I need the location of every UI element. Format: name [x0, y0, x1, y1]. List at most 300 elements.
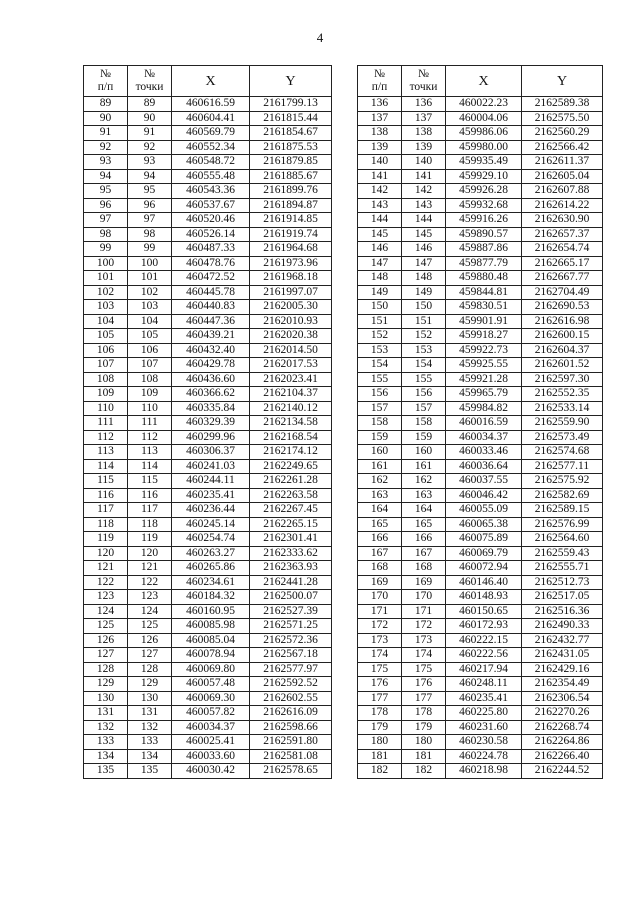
cell-row-number: 126 — [84, 633, 128, 648]
table-row — [84, 155, 332, 170]
cell-point-number: 179 — [402, 720, 446, 735]
cell-row-number: 96 — [84, 198, 128, 213]
cell-row-number: 174 — [358, 648, 402, 663]
cell-point-number: 147 — [402, 256, 446, 271]
table-row — [358, 416, 603, 431]
cell-row-number: 93 — [84, 155, 128, 170]
cell-point-number: 111 — [128, 416, 172, 431]
header-row-number: № п/п — [358, 66, 402, 97]
cell-row-number: 90 — [84, 111, 128, 126]
cell-y: 2162560.29 — [522, 126, 603, 141]
cell-point-number: 96 — [128, 198, 172, 213]
table-row — [84, 604, 332, 619]
cell-x: 459935.49 — [446, 155, 522, 170]
cell-row-number: 145 — [358, 227, 402, 242]
table-row — [84, 546, 332, 561]
cell-row-number: 109 — [84, 387, 128, 402]
cell-point-number: 95 — [128, 184, 172, 199]
cell-point-number: 114 — [128, 459, 172, 474]
cell-y: 2162301.41 — [250, 532, 332, 547]
cell-row-number: 114 — [84, 459, 128, 474]
cell-y: 2162654.74 — [522, 242, 603, 257]
cell-row-number: 106 — [84, 343, 128, 358]
cell-row-number: 97 — [84, 213, 128, 228]
cell-point-number: 110 — [128, 401, 172, 416]
cell-row-number: 102 — [84, 285, 128, 300]
cell-row-number: 133 — [84, 735, 128, 750]
cell-y: 2162527.39 — [250, 604, 332, 619]
cell-x: 459929.10 — [446, 169, 522, 184]
cell-point-number: 126 — [128, 633, 172, 648]
cell-point-number: 97 — [128, 213, 172, 228]
cell-point-number: 180 — [402, 735, 446, 750]
cell-y: 2161879.85 — [250, 155, 332, 170]
cell-x: 460222.15 — [446, 633, 522, 648]
cell-point-number: 136 — [402, 97, 446, 112]
cell-x: 459887.86 — [446, 242, 522, 257]
header-x: X — [172, 66, 250, 97]
cell-y: 2162104.37 — [250, 387, 332, 402]
cell-x: 459926.28 — [446, 184, 522, 199]
cell-x: 460160.95 — [172, 604, 250, 619]
table-row — [84, 459, 332, 474]
table-row — [84, 271, 332, 286]
cell-row-number: 107 — [84, 358, 128, 373]
cell-x: 459921.28 — [446, 372, 522, 387]
cell-x: 460487.33 — [172, 242, 250, 257]
cell-x: 460552.34 — [172, 140, 250, 155]
table-row — [84, 503, 332, 518]
cell-row-number: 157 — [358, 401, 402, 416]
cell-point-number: 94 — [128, 169, 172, 184]
cell-x: 460248.11 — [446, 677, 522, 692]
cell-row-number: 118 — [84, 517, 128, 532]
cell-x: 460148.93 — [446, 590, 522, 605]
cell-point-number: 151 — [402, 314, 446, 329]
cell-y: 2162333.62 — [250, 546, 332, 561]
table-row — [84, 169, 332, 184]
cell-point-number: 92 — [128, 140, 172, 155]
cell-point-number: 143 — [402, 198, 446, 213]
table-row — [358, 111, 603, 126]
cell-x: 460146.40 — [446, 575, 522, 590]
table-row — [358, 662, 603, 677]
cell-row-number: 129 — [84, 677, 128, 692]
table-row — [84, 285, 332, 300]
cell-y: 2162616.09 — [250, 706, 332, 721]
cell-x: 460025.41 — [172, 735, 250, 750]
cell-y: 2162500.07 — [250, 590, 332, 605]
cell-y: 2162490.33 — [522, 619, 603, 634]
cell-point-number: 162 — [402, 474, 446, 489]
cell-y: 2162263.58 — [250, 488, 332, 503]
cell-y: 2162577.97 — [250, 662, 332, 677]
cell-row-number: 116 — [84, 488, 128, 503]
cell-row-number: 137 — [358, 111, 402, 126]
table-row — [84, 590, 332, 605]
cell-x: 460543.36 — [172, 184, 250, 199]
cell-y: 2162581.08 — [250, 749, 332, 764]
table-row — [84, 300, 332, 315]
cell-y: 2162597.30 — [522, 372, 603, 387]
cell-x: 459880.48 — [446, 271, 522, 286]
table-row — [358, 720, 603, 735]
cell-y: 2161799.13 — [250, 97, 332, 112]
cell-point-number: 133 — [128, 735, 172, 750]
table-row — [84, 720, 332, 735]
table-row — [358, 764, 603, 779]
cell-point-number: 140 — [402, 155, 446, 170]
cell-x: 460022.23 — [446, 97, 522, 112]
table-row — [84, 416, 332, 431]
header-x: X — [446, 66, 522, 97]
cell-point-number: 175 — [402, 662, 446, 677]
cell-y: 2161973.96 — [250, 256, 332, 271]
cell-x: 460222.56 — [446, 648, 522, 663]
cell-y: 2162261.28 — [250, 474, 332, 489]
table-header-row — [84, 66, 332, 97]
table-row — [84, 329, 332, 344]
table-row — [84, 575, 332, 590]
cell-y: 2162602.55 — [250, 691, 332, 706]
cell-row-number: 159 — [358, 430, 402, 445]
cell-row-number: 128 — [84, 662, 128, 677]
cell-row-number: 111 — [84, 416, 128, 431]
cell-x: 459986.06 — [446, 126, 522, 141]
cell-row-number: 103 — [84, 300, 128, 315]
table-row — [84, 184, 332, 199]
cell-x: 460078.94 — [172, 648, 250, 663]
cell-x: 460537.67 — [172, 198, 250, 213]
cell-point-number: 173 — [402, 633, 446, 648]
cell-point-number: 89 — [128, 97, 172, 112]
table-row — [358, 648, 603, 663]
cell-x: 460555.48 — [172, 169, 250, 184]
cell-row-number: 132 — [84, 720, 128, 735]
cell-row-number: 160 — [358, 445, 402, 460]
cell-x: 460604.41 — [172, 111, 250, 126]
table-row — [358, 155, 603, 170]
cell-point-number: 169 — [402, 575, 446, 590]
table-row — [358, 691, 603, 706]
table-row — [358, 445, 603, 460]
cell-point-number: 172 — [402, 619, 446, 634]
cell-x: 460085.98 — [172, 619, 250, 634]
cell-y: 2162014.50 — [250, 343, 332, 358]
cell-point-number: 122 — [128, 575, 172, 590]
header-row-number: № п/п — [84, 66, 128, 97]
table-row — [84, 706, 332, 721]
table-body-right — [358, 97, 603, 779]
cell-row-number: 105 — [84, 329, 128, 344]
cell-x: 460329.39 — [172, 416, 250, 431]
cell-x: 459844.81 — [446, 285, 522, 300]
cell-y: 2162577.11 — [522, 459, 603, 474]
cell-y: 2162363.93 — [250, 561, 332, 576]
table-row — [358, 198, 603, 213]
table-row — [358, 706, 603, 721]
cell-y: 2162017.53 — [250, 358, 332, 373]
table-row — [84, 372, 332, 387]
table-row — [84, 430, 332, 445]
cell-row-number: 100 — [84, 256, 128, 271]
cell-row-number: 163 — [358, 488, 402, 503]
table-row — [84, 401, 332, 416]
cell-x: 459916.26 — [446, 213, 522, 228]
cell-point-number: 174 — [402, 648, 446, 663]
table-row — [358, 213, 603, 228]
cell-x: 459984.82 — [446, 401, 522, 416]
table-row — [358, 285, 603, 300]
cell-y: 2162575.92 — [522, 474, 603, 489]
cell-y: 2162174.12 — [250, 445, 332, 460]
cell-y: 2162266.40 — [522, 749, 603, 764]
table-row — [358, 474, 603, 489]
cell-point-number: 127 — [128, 648, 172, 663]
cell-point-number: 129 — [128, 677, 172, 692]
cell-point-number: 113 — [128, 445, 172, 460]
cell-y: 2162591.80 — [250, 735, 332, 750]
cell-y: 2162270.26 — [522, 706, 603, 721]
coordinates-table-left — [83, 65, 332, 779]
cell-row-number: 136 — [358, 97, 402, 112]
cell-x: 459925.55 — [446, 358, 522, 373]
cell-x: 460366.62 — [172, 387, 250, 402]
cell-row-number: 127 — [84, 648, 128, 663]
table-row — [358, 735, 603, 750]
cell-y: 2162432.77 — [522, 633, 603, 648]
cell-y: 2162249.65 — [250, 459, 332, 474]
cell-x: 460085.04 — [172, 633, 250, 648]
cell-row-number: 134 — [84, 749, 128, 764]
cell-y: 2162605.04 — [522, 169, 603, 184]
cell-x: 460616.59 — [172, 97, 250, 112]
cell-point-number: 146 — [402, 242, 446, 257]
cell-y: 2162533.14 — [522, 401, 603, 416]
table-row — [358, 575, 603, 590]
cell-point-number: 145 — [402, 227, 446, 242]
table-row — [358, 604, 603, 619]
cell-x: 460439.21 — [172, 329, 250, 344]
cell-point-number: 124 — [128, 604, 172, 619]
cell-y: 2162306.54 — [522, 691, 603, 706]
cell-y: 2162578.65 — [250, 764, 332, 779]
cell-row-number: 119 — [84, 532, 128, 547]
cell-x: 460224.78 — [446, 749, 522, 764]
table-row — [358, 256, 603, 271]
cell-point-number: 105 — [128, 329, 172, 344]
cell-point-number: 118 — [128, 517, 172, 532]
cell-y: 2162607.88 — [522, 184, 603, 199]
cell-row-number: 167 — [358, 546, 402, 561]
cell-point-number: 125 — [128, 619, 172, 634]
cell-y: 2162010.93 — [250, 314, 332, 329]
table-row — [84, 445, 332, 460]
cell-point-number: 91 — [128, 126, 172, 141]
cell-row-number: 172 — [358, 619, 402, 634]
cell-row-number: 104 — [84, 314, 128, 329]
table-header-row — [358, 66, 603, 97]
cell-row-number: 175 — [358, 662, 402, 677]
cell-y: 2162023.41 — [250, 372, 332, 387]
cell-point-number: 134 — [128, 749, 172, 764]
cell-y: 2162630.90 — [522, 213, 603, 228]
cell-row-number: 139 — [358, 140, 402, 155]
cell-row-number: 182 — [358, 764, 402, 779]
cell-point-number: 164 — [402, 503, 446, 518]
cell-y: 2162516.36 — [522, 604, 603, 619]
cell-y: 2162441.28 — [250, 575, 332, 590]
cell-point-number: 103 — [128, 300, 172, 315]
cell-point-number: 116 — [128, 488, 172, 503]
cell-row-number: 178 — [358, 706, 402, 721]
cell-point-number: 142 — [402, 184, 446, 199]
cell-row-number: 161 — [358, 459, 402, 474]
table-row — [84, 256, 332, 271]
cell-y: 2162566.42 — [522, 140, 603, 155]
cell-x: 460306.37 — [172, 445, 250, 460]
table-row — [84, 126, 332, 141]
cell-point-number: 135 — [128, 764, 172, 779]
table-row — [84, 488, 332, 503]
cell-point-number: 139 — [402, 140, 446, 155]
cell-x: 460241.03 — [172, 459, 250, 474]
cell-point-number: 100 — [128, 256, 172, 271]
table-row — [358, 329, 603, 344]
cell-x: 460046.42 — [446, 488, 522, 503]
cell-row-number: 165 — [358, 517, 402, 532]
cell-x: 460225.80 — [446, 706, 522, 721]
cell-y: 2162267.45 — [250, 503, 332, 518]
table-row — [84, 111, 332, 126]
cell-y: 2162592.52 — [250, 677, 332, 692]
cell-y: 2162604.37 — [522, 343, 603, 358]
cell-x: 460230.58 — [446, 735, 522, 750]
table-row — [358, 372, 603, 387]
table-row — [358, 227, 603, 242]
cell-y: 2161875.53 — [250, 140, 332, 155]
cell-row-number: 143 — [358, 198, 402, 213]
cell-row-number: 154 — [358, 358, 402, 373]
table-row — [358, 517, 603, 532]
table-row — [84, 619, 332, 634]
cell-point-number: 156 — [402, 387, 446, 402]
cell-y: 2162354.49 — [522, 677, 603, 692]
cell-x: 459980.00 — [446, 140, 522, 155]
cell-row-number: 177 — [358, 691, 402, 706]
cell-point-number: 177 — [402, 691, 446, 706]
cell-point-number: 154 — [402, 358, 446, 373]
cell-point-number: 98 — [128, 227, 172, 242]
cell-x: 460069.80 — [172, 662, 250, 677]
cell-row-number: 144 — [358, 213, 402, 228]
cell-y: 2162573.49 — [522, 430, 603, 445]
cell-y: 2162601.52 — [522, 358, 603, 373]
cell-point-number: 155 — [402, 372, 446, 387]
cell-row-number: 131 — [84, 706, 128, 721]
table-row — [84, 517, 332, 532]
table-row — [358, 126, 603, 141]
cell-x: 459965.79 — [446, 387, 522, 402]
cell-point-number: 90 — [128, 111, 172, 126]
cell-row-number: 147 — [358, 256, 402, 271]
table-row — [84, 343, 332, 358]
cell-y: 2162611.37 — [522, 155, 603, 170]
cell-point-number: 141 — [402, 169, 446, 184]
cell-point-number: 131 — [128, 706, 172, 721]
cell-row-number: 125 — [84, 619, 128, 634]
cell-x: 460033.46 — [446, 445, 522, 460]
table-row — [84, 749, 332, 764]
table-row — [358, 97, 603, 112]
table-row — [358, 343, 603, 358]
cell-y: 2162517.05 — [522, 590, 603, 605]
cell-y: 2162582.69 — [522, 488, 603, 503]
table-row — [84, 677, 332, 692]
cell-point-number: 132 — [128, 720, 172, 735]
table-row — [84, 648, 332, 663]
table-row — [84, 691, 332, 706]
cell-y: 2162020.38 — [250, 329, 332, 344]
cell-x: 460057.48 — [172, 677, 250, 692]
cell-row-number: 120 — [84, 546, 128, 561]
table-row — [84, 662, 332, 677]
cell-row-number: 95 — [84, 184, 128, 199]
cell-x: 460030.42 — [172, 764, 250, 779]
cell-row-number: 171 — [358, 604, 402, 619]
cell-row-number: 130 — [84, 691, 128, 706]
cell-y: 2162567.18 — [250, 648, 332, 663]
cell-x: 460235.41 — [446, 691, 522, 706]
cell-y: 2162589.38 — [522, 97, 603, 112]
table-row — [84, 358, 332, 373]
cell-x: 460447.36 — [172, 314, 250, 329]
cell-point-number: 176 — [402, 677, 446, 692]
cell-x: 459932.68 — [446, 198, 522, 213]
cell-row-number: 164 — [358, 503, 402, 518]
table-row — [358, 169, 603, 184]
cell-row-number: 98 — [84, 227, 128, 242]
header-point-number: № точки — [402, 66, 446, 97]
cell-y: 2162589.15 — [522, 503, 603, 518]
table-row — [358, 590, 603, 605]
cell-point-number: 119 — [128, 532, 172, 547]
cell-x: 460548.72 — [172, 155, 250, 170]
cell-y: 2162667.77 — [522, 271, 603, 286]
cell-x: 459830.51 — [446, 300, 522, 315]
cell-x: 460004.06 — [446, 111, 522, 126]
cell-row-number: 89 — [84, 97, 128, 112]
table-row — [358, 546, 603, 561]
cell-point-number: 153 — [402, 343, 446, 358]
cell-y: 2162559.90 — [522, 416, 603, 431]
coordinates-table-right — [357, 65, 603, 779]
table-row — [84, 474, 332, 489]
cell-row-number: 142 — [358, 184, 402, 199]
cell-point-number: 178 — [402, 706, 446, 721]
cell-row-number: 108 — [84, 372, 128, 387]
cell-point-number: 166 — [402, 532, 446, 547]
cell-x: 460440.83 — [172, 300, 250, 315]
cell-x: 459890.57 — [446, 227, 522, 242]
cell-y: 2162614.22 — [522, 198, 603, 213]
cell-y: 2162576.99 — [522, 517, 603, 532]
cell-row-number: 140 — [358, 155, 402, 170]
cell-row-number: 110 — [84, 401, 128, 416]
cell-row-number: 92 — [84, 140, 128, 155]
cell-row-number: 123 — [84, 590, 128, 605]
cell-point-number: 152 — [402, 329, 446, 344]
